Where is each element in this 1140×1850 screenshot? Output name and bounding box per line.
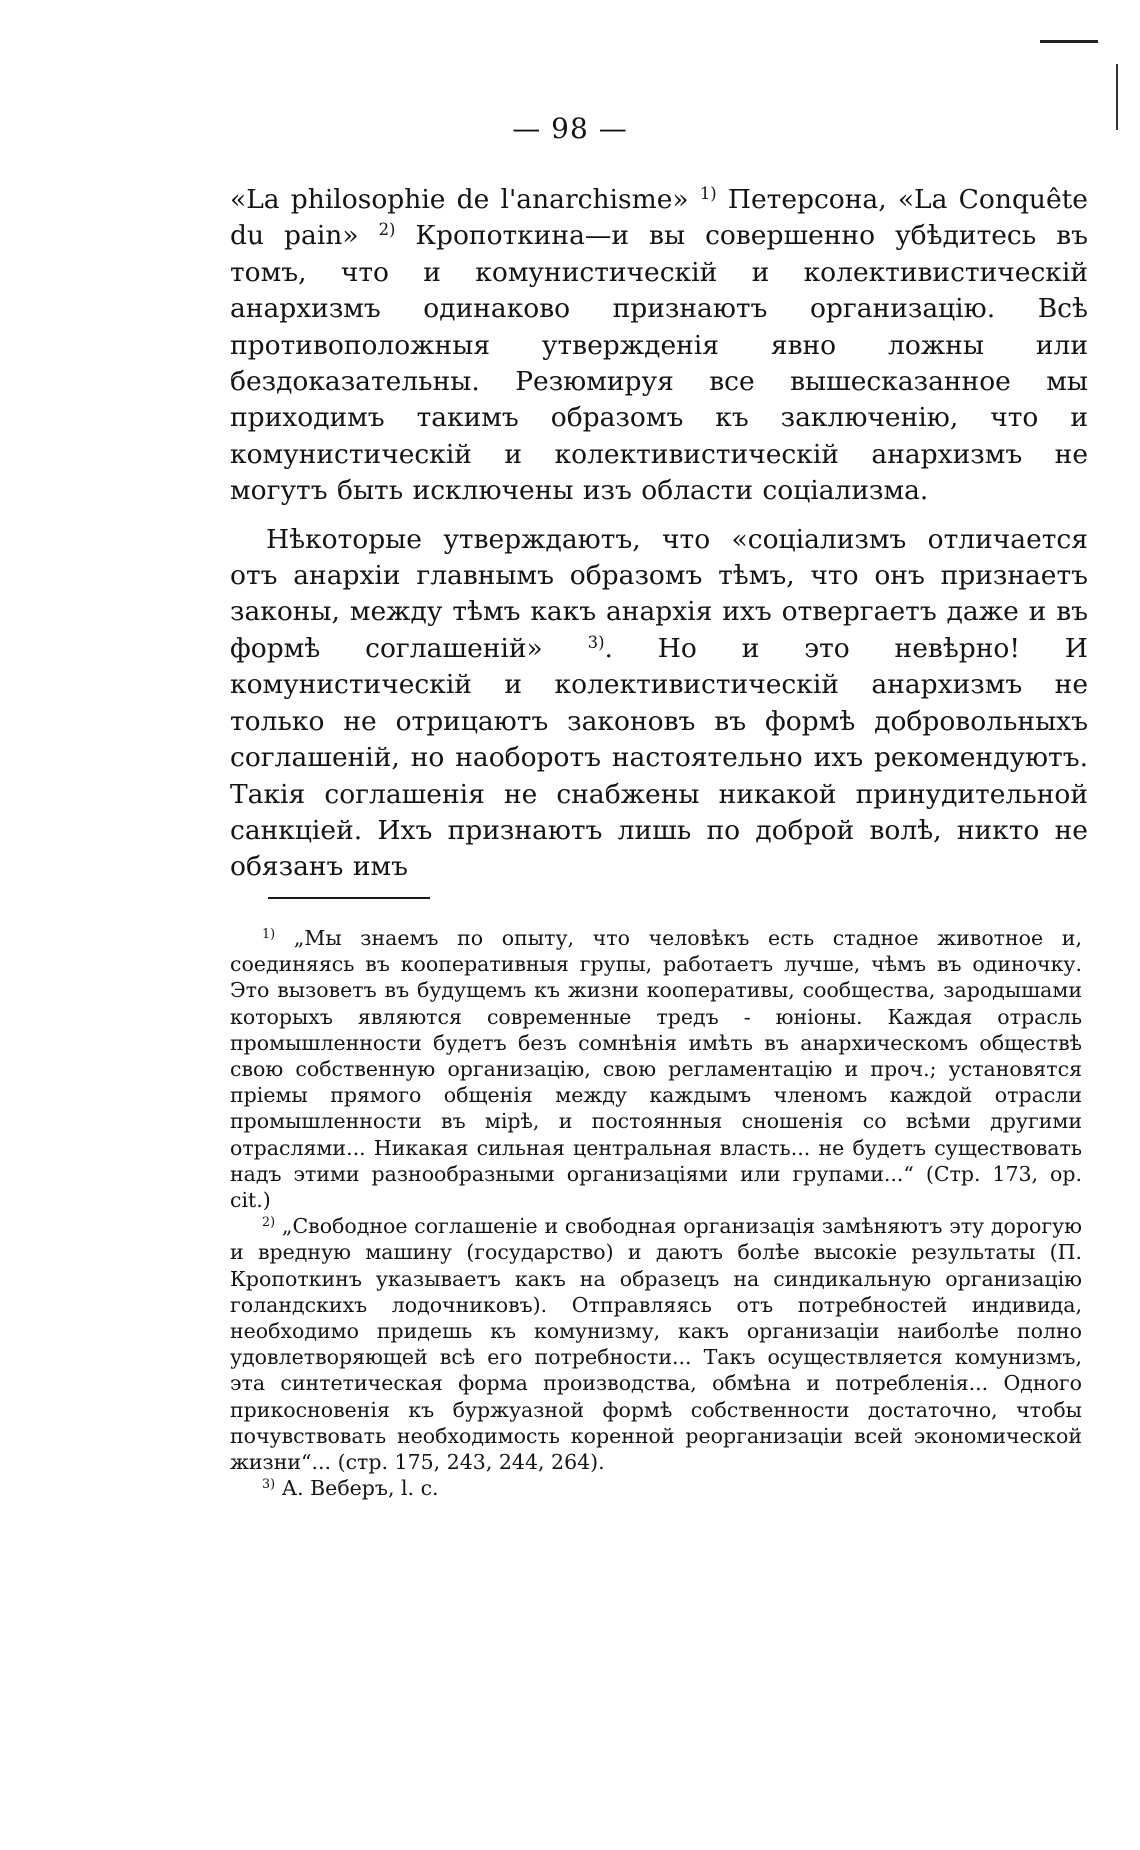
- page-number: — 98 —: [512, 112, 628, 145]
- footnote-divider: [268, 897, 430, 899]
- paragraph-2: [230, 522, 1088, 886]
- footnote-ref-2: 2): [378, 220, 396, 240]
- paragraph-2-text-a: Нѣкоторые утверждаютъ, что «соціализмъ отличается отъ анархіи главнымъ образомъ тѣмъ, что онъ признаетъ законы, между тѣмъ какъ анархія ихъ отвергаетъ даже и въ формѣ соглашеній»: [230, 523, 1088, 664]
- scan-edge-mark: [1040, 40, 1098, 43]
- paragraph-1-text-a: «La philosophie de l'anarchisme»: [230, 184, 700, 215]
- footnote-2-marker: 2): [262, 1214, 276, 1230]
- paragraph-1: [230, 182, 1088, 510]
- footnote-ref-1: 1): [699, 183, 717, 203]
- footnote-1-marker: 1): [262, 926, 276, 942]
- footnote-3: [230, 1475, 1082, 1501]
- footnote-3-marker: 3): [262, 1476, 276, 1492]
- footnote-2-text: „Свободное соглашеніе и свободная организація замѣняютъ эту дорогую и вредную машину (государство) и даютъ болѣе высокіе результаты (П. Кропоткинъ указываетъ какъ на образецъ на синдикальную организацію голандскихъ лодочниковъ). Отправляясь отъ потребностей индивида, необходимо придешь къ комунизму, какъ организаціи наиболѣе полно удовлетворяющей всѣ его потребности... Такъ осуществляется комунизмъ, эта синтетическая форма производства, обмѣна и потребленія... Одного прикосновенія къ буржуазной формѣ собственности достаточно, чтобы почувствовать необходимость коренной реорганизаціи всей экономической жизни“... (стр. 175, 243, 244, 264).: [230, 1214, 1082, 1475]
- footnotes: [230, 925, 1082, 1501]
- footnote-1-text: „Мы знаемъ по опыту, что человѣкъ есть стадное животное и, соединяясь въ кооперативныя групы, работаетъ лучше, чѣмъ въ одиночку. Это вызоветъ въ будущемъ къ жизни кооперативы, сообщества, зародышами которыхъ являются современные тредъ - юніоны. Каждая отрасль промышленности будетъ безъ сомнѣнія имѣть въ анархическомъ обществѣ свою собственную организацію, свою регламентацію и проч.; установятся пріемы прямого общенія между каждымъ членомъ каждой отрасли промышленности въ мірѣ, и постоянныя сношенія со всѣми другими отраслями... Никакая сильная центральная власть... не будетъ существовать надъ этими разнообразными организаціями или групами...“ (Стр. 173, op. cit.): [230, 926, 1082, 1213]
- paragraph-2-text-b: . Но и это невѣрно! И комунистическій и колективистическій анархизмъ не только не отрицаютъ законовъ въ формѣ добровольныхъ соглашеній, но наоборотъ настоятельно ихъ рекомендуютъ. Такія соглашенія не снабжены никакой принудительной санкціей. Ихъ признаютъ лишь по доброй волѣ, никто не обязанъ имъ: [230, 632, 1089, 883]
- paragraph-1-text-b: Петерсона, «La Conquête du pain»: [230, 184, 1088, 252]
- paragraph-1-text-c: Кропоткина—и вы совершенно убѣдитесь въ томъ, что и комунистическій и колективистическій анархизмъ одинаково признаютъ организацію. Всѣ противоположныя утвержденія явно ложны или бездоказательны. Резюмируя все вышесказанное мы приходимъ такимъ образомъ къ заключенію, что и комунистическій и колективистическій анархизмъ не могутъ быть исключены изъ области соціализма.: [230, 220, 1088, 507]
- footnote-2: [230, 1213, 1082, 1475]
- footnote-1: [230, 925, 1082, 1213]
- main-text: [230, 182, 1088, 886]
- footnote-3-text: А. Веберъ, l. c.: [275, 1476, 439, 1501]
- footnote-ref-3: 3): [587, 632, 605, 652]
